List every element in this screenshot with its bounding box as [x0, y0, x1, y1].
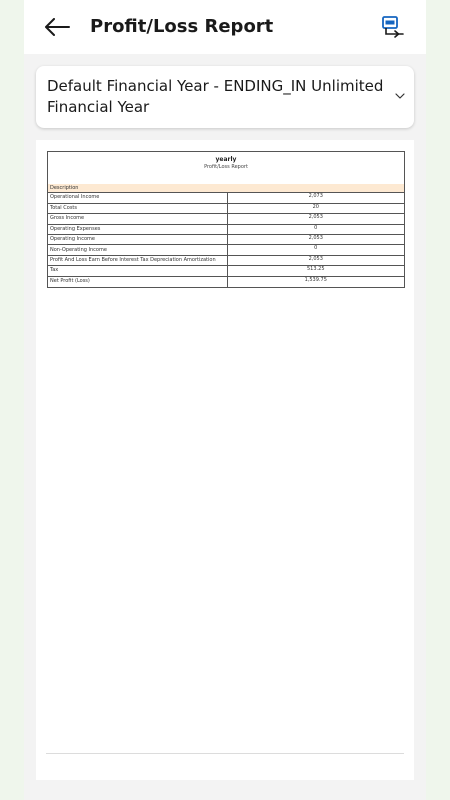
row-value: 513.25: [227, 266, 404, 276]
row-label: Total Costs: [48, 203, 227, 213]
table-row: [48, 245, 404, 255]
table-row: [48, 266, 404, 276]
row-value: 2,073: [227, 193, 404, 203]
row-label: Tax: [48, 266, 227, 276]
row-label: Profit And Loss Earn Before Interest Tax Depreciation Amortization: [48, 255, 227, 265]
back-button[interactable]: [42, 14, 72, 40]
table-row: [48, 214, 404, 224]
top-app-bar: [24, 0, 426, 54]
financial-year-dropdown[interactable]: [36, 66, 414, 128]
divider: [46, 753, 404, 754]
table-row: [48, 276, 404, 286]
chevron-down-icon: [394, 90, 406, 102]
profit-loss-report: [47, 151, 405, 288]
row-value: 0: [227, 245, 404, 255]
table-row: [48, 203, 404, 213]
description-header: Description: [48, 184, 404, 193]
table-row: [48, 255, 404, 265]
row-value: 2,053: [227, 214, 404, 224]
row-label: Operational Income: [48, 193, 227, 203]
report-period: yearly: [215, 156, 237, 163]
report-subtitle: Profit/Loss Report: [204, 164, 248, 170]
export-button[interactable]: [380, 14, 406, 40]
row-label: Operating Expenses: [48, 224, 227, 234]
row-label: Gross Income: [48, 214, 227, 224]
row-value: 1,539.75: [304, 276, 327, 283]
financial-year-value: Default Financial Year - ENDING_IN Unlimited Financial Year: [47, 77, 384, 116]
arrow-left-icon: [44, 18, 70, 36]
page-title: Profit/Loss Report: [90, 16, 274, 37]
app-screen: [24, 0, 426, 800]
row-value: 20: [227, 203, 404, 213]
table-row: [48, 193, 404, 203]
row-label: Net Profit (Loss): [48, 276, 227, 286]
row-value: 0: [227, 224, 404, 234]
report-table: [48, 193, 404, 287]
row-label: Operating Income: [48, 235, 227, 245]
report-header: [48, 152, 404, 184]
export-icon: [381, 15, 405, 39]
row-value: 2,053: [227, 255, 404, 265]
row-value: 2,053: [227, 235, 404, 245]
row-label: Non-Operating Income: [48, 245, 227, 255]
table-row: [48, 235, 404, 245]
table-row: [48, 224, 404, 234]
report-viewer[interactable]: [36, 140, 414, 780]
